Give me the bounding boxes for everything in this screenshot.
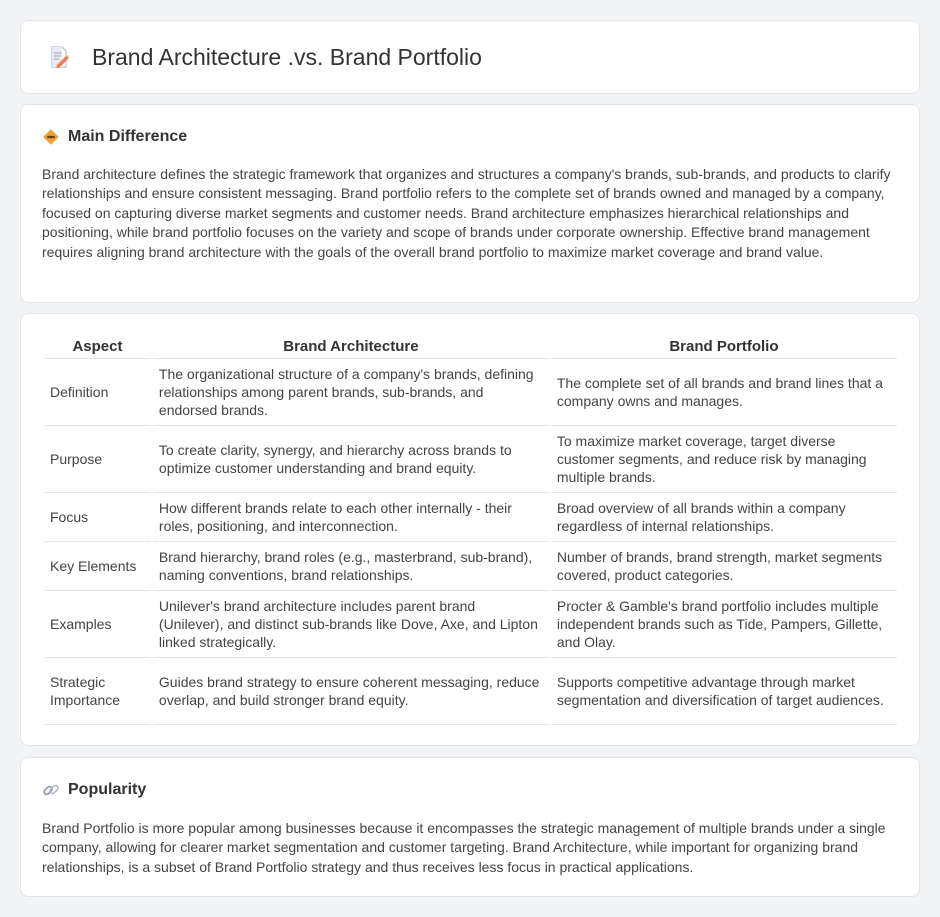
- architecture-cell: Guides brand strategy to ensure coherent messaging, reduce overlap, and build stronger brand equity.: [153, 658, 549, 725]
- aspect-cell: Focus: [44, 493, 151, 542]
- architecture-cell: Brand hierarchy, brand roles (e.g., masterbrand, sub-brand), naming conventions, brand relationships.: [153, 542, 549, 591]
- popularity-header: [42, 781, 146, 799]
- aspect-cell: Purpose: [44, 426, 151, 493]
- architecture-cell: Unilever's brand architecture includes parent brand (Unilever), and distinct sub-brands like Dove, Axe, and Lipton linked strategically.: [153, 591, 549, 658]
- diamond-warning-icon: [42, 128, 60, 146]
- document-edit-icon: [47, 45, 71, 69]
- popularity-text: Brand Portfolio is more popular among businesses because it encompasses the strategic management of multiple brands under a single company, allowing for clearer market segmentation and customer targeting. Brand Architecture, while important for organizing brand relationships, is a subset of Brand Portfolio strategy and thus receives less focus in practical applications.: [42, 820, 886, 875]
- aspect-cell: Examples: [44, 591, 151, 658]
- table-header-row: [44, 337, 897, 359]
- portfolio-cell: To maximize market coverage, target diverse customer segments, and reduce risk by managing multiple brands.: [551, 426, 897, 493]
- main-difference-card: [20, 104, 920, 303]
- aspect-cell: Definition: [44, 359, 151, 426]
- portfolio-cell: Number of brands, brand strength, market segments covered, product categories.: [551, 542, 897, 591]
- table-row: [44, 542, 897, 591]
- aspect-cell: Strategic Importance: [44, 658, 151, 725]
- portfolio-cell: Procter & Gamble's brand portfolio includes multiple independent brands such as Tide, Pampers, Gillette, and Olay.: [551, 591, 897, 658]
- main-difference-header: [42, 128, 187, 146]
- main-difference-heading: Main Difference: [68, 128, 188, 145]
- table-row: [44, 591, 897, 658]
- popularity-heading: Popularity: [68, 781, 147, 798]
- header-brand-architecture: Brand Architecture: [153, 337, 549, 359]
- page-title: Brand Architecture .vs. Brand Portfolio: [92, 43, 482, 70]
- link-icon: [42, 781, 60, 799]
- table-row: [44, 658, 897, 725]
- table-row: [44, 493, 897, 542]
- architecture-cell: The organizational structure of a company's brands, defining relationships among parent brands, sub-brands, and endorsed brands.: [153, 359, 549, 426]
- header-aspect: Aspect: [44, 337, 151, 359]
- title-card: [20, 20, 920, 94]
- portfolio-cell: Supports competitive advantage through market segmentation and diversification of target audiences.: [551, 658, 897, 725]
- portfolio-cell: The complete set of all brands and brand lines that a company owns and manages.: [551, 359, 897, 426]
- header-brand-portfolio: Brand Portfolio: [551, 337, 897, 359]
- architecture-cell: How different brands relate to each other internally - their roles, positioning, and interconnection.: [153, 493, 549, 542]
- table-row: [44, 359, 897, 426]
- table-row: [44, 426, 897, 493]
- comparison-table: [42, 337, 899, 725]
- popularity-card: [20, 757, 920, 897]
- architecture-cell: To create clarity, synergy, and hierarchy across brands to optimize customer understanding and brand equity.: [153, 426, 549, 493]
- main-difference-text: Brand architecture defines the strategic framework that organizes and structures a company's brands, sub-brands, and products to clarify relationships and ensure consistent messaging. Brand portfolio refers to the complete set of brands owned and managed by a company, focused on capturing diverse market segments and customer needs. Brand architecture emphasizes hierarchical relationships and positioning, while brand portfolio focuses on the variety and scope of brands under corporate ownership. Effective brand management requires aligning brand architecture with the goals of the overall brand portfolio to maximize market coverage and brand value.: [42, 166, 891, 260]
- aspect-cell: Key Elements: [44, 542, 151, 591]
- comparison-card: [20, 313, 920, 746]
- portfolio-cell: Broad overview of all brands within a company regardless of internal relationships.: [551, 493, 897, 542]
